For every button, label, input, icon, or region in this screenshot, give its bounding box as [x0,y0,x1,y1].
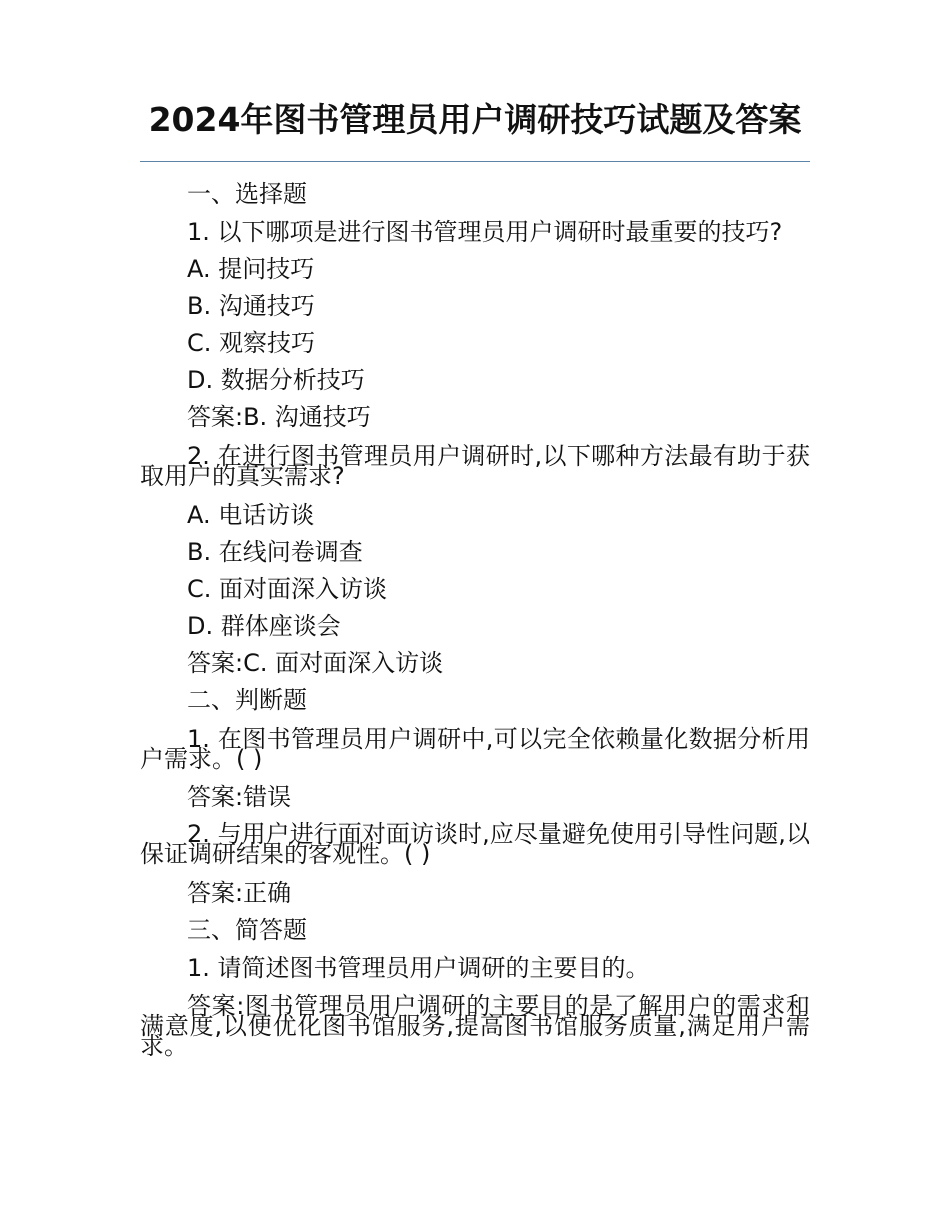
title-underline [140,161,810,162]
section-heading-short-answer: 三、简答题 [187,916,307,944]
question-stem: 1. 在图书管理员用户调研中,可以完全依赖量化数据分析用户需求。( ) [140,725,810,773]
answer-text: 答案:错误 [187,783,292,811]
option-c: C. 面对面深入访谈 [187,575,388,603]
question-stem: 2. 与用户进行面对面访谈时,应尽量避免使用引导性问题,以保证调研结果的客观性。( ) [140,820,810,868]
option-b: B. 沟通技巧 [187,292,315,320]
question-stem: 1. 以下哪项是进行图书管理员用户调研时最重要的技巧? [187,218,783,246]
document-title: 2024年图书管理员用户调研技巧试题及答案 [148,100,802,139]
answer-text: 答案:正确 [187,879,292,907]
section-heading-choice: 一、选择题 [187,180,307,208]
question-stem: 2. 在进行图书管理员用户调研时,以下哪种方法最有助于获取用户的真实需求? [140,442,810,490]
option-c: C. 观察技巧 [187,329,316,357]
answer-text: 答案:B. 沟通技巧 [187,403,371,431]
question-stem: 1. 请简述图书管理员用户调研的主要目的。 [187,954,650,982]
option-a: A. 提问技巧 [187,255,315,283]
option-d: D. 数据分析技巧 [187,366,365,394]
option-b: B. 在线问卷调查 [187,538,363,566]
option-a: A. 电话访谈 [187,501,315,529]
answer-text: 答案:C. 面对面深入访谈 [187,649,444,677]
answer-text: 答案:图书管理员用户调研的主要目的是了解用户的需求和满意度,以便优化图书馆服务,提高图书馆服务质量,满足用户需求。 [140,992,810,1060]
option-d: D. 群体座谈会 [187,612,341,640]
section-heading-judgment: 二、判断题 [187,686,307,714]
